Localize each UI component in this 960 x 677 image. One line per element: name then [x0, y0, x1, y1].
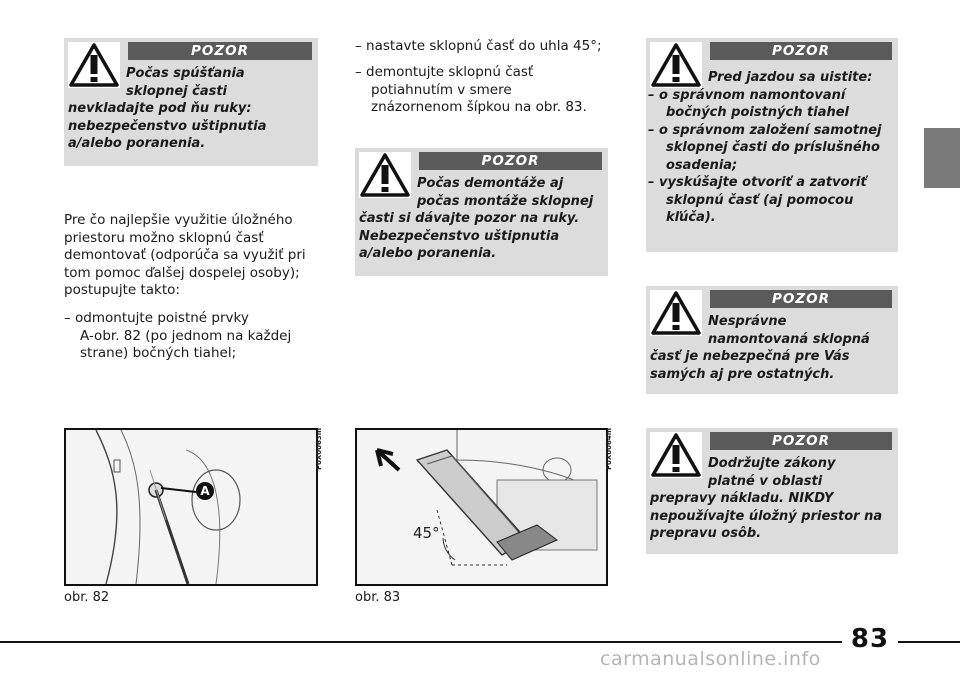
- warning-box-1: [64, 38, 318, 166]
- figure-caption: obr. 82: [64, 590, 110, 605]
- intro-paragraph: Pre čo najlepšie využitie úložného priestoru možno sklopnú časť demontovať (odporúča sa využiť pri tom pomoc ďalšej dospelej osoby); postupujte takto:: [64, 212, 306, 298]
- rear-strut-illustration: [66, 430, 316, 584]
- label-a-marker: A: [196, 482, 214, 500]
- warning-box-5: [646, 428, 898, 554]
- warning-text: Nesprávne namontovaná sklopná časť je nebezpečná pre Vás samých aj pre ostatných.: [650, 314, 870, 382]
- step-3: – demontujte sklopnú časť potiahnutím v smere znázornenom šípkou na obr. 83.: [355, 64, 587, 115]
- warning-header: POZOR: [710, 290, 892, 308]
- warning-header: POZOR: [419, 152, 602, 170]
- figure-82: [64, 428, 318, 586]
- angle-label: 45°: [413, 524, 440, 542]
- warning-header: POZOR: [710, 432, 892, 450]
- step-1: – odmontujte poistné prvky A-obr. 82 (po jednom na každej strane) bočných tiahel;: [64, 310, 292, 361]
- step-2: – nastavte sklopnú časť do uhla 45°;: [355, 38, 602, 54]
- warning-text: Počas spúšťania sklopnej časti nevkladajte pod ňu ruky: nebezpečenstvo uštipnutia a/alebo poranenia.: [68, 66, 267, 151]
- warning-text: Počas demontáže aj počas montáže sklopnej časti si dávajte pozor na ruky. Nebezpečenstvo uštipnutia a/alebo poranenia.: [359, 176, 594, 261]
- warning-text: Pred jazdou sa uistite: – o správnom namontovaní bočných poistných tiahel – o správnom založení samotnej sklopnej časti do príslušného osadenia; – vyskúšajte otvoriť a zatvoriť sklopnú časť (aj pomocou kľúča).: [648, 70, 882, 225]
- section-tab: [924, 128, 960, 188]
- warning-box-4: [646, 286, 898, 394]
- tailgate-removal-illustration: [357, 430, 606, 584]
- watermark: carmanualsonline.info: [600, 648, 821, 670]
- footer-rule: [0, 641, 960, 643]
- warning-header: POZOR: [710, 42, 892, 60]
- figure-code: F0X0063m: [315, 428, 323, 470]
- warning-text: Dodržujte zákony platné v oblasti prepravy nákladu. NIKDY nepoužívajte úložný priestor na prepravu osôb.: [650, 456, 883, 541]
- warning-header: POZOR: [128, 42, 312, 60]
- warning-box-3: [646, 38, 898, 252]
- page-number: 83: [850, 624, 890, 654]
- figure-code: F0X0064m: [605, 428, 613, 470]
- figure-caption: obr. 83: [355, 590, 401, 605]
- warning-box-2: [355, 148, 608, 276]
- figure-83: [355, 428, 608, 586]
